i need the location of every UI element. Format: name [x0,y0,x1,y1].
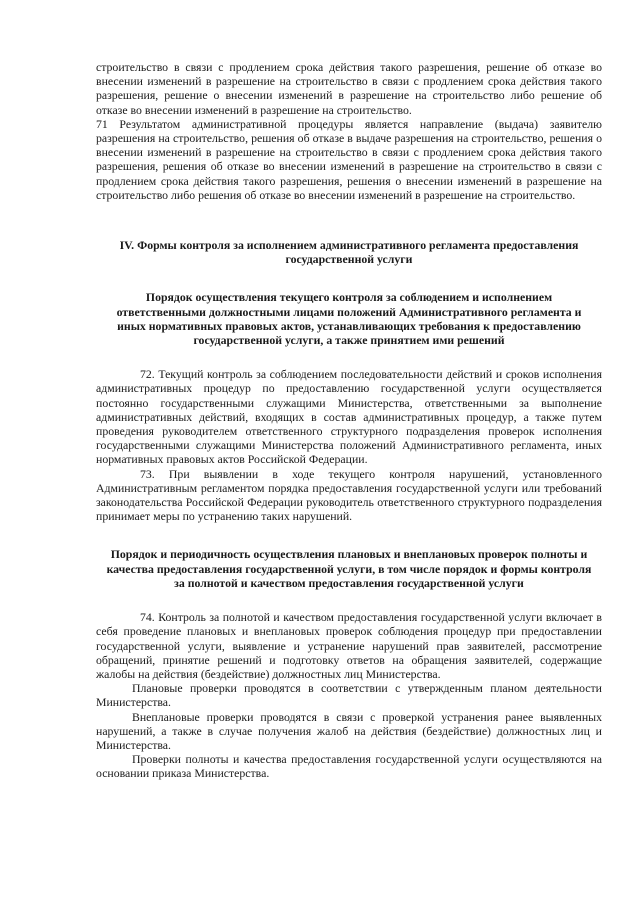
spacer [96,202,602,238]
paragraph-checks-basis: Проверки полноты и качества предоставления государственной услуги осуществляются на основании приказа Министерства. [96,752,602,781]
paragraph-72: 72. Текущий контроль за соблюдением последовательности действий и сроков исполнения административных процедур по предоставлению государственной услуги осуществляется постоянно государственными служащими Министерства, ответственными за выполнение административных действий, входящих в состав административных процедур, а также путем проведения руководителем ответственного структурного подразделения проверок исполнения государственными служащими Министерства положений Административного регламента, иных нормативных правовых актов Российской Федерации. [96,367,602,467]
section-title: IV. Формы контроля за исполнением административного регламента предоставления государственной услуги [119,238,579,267]
paragraph-continuation: строительство в связи с продлением срока действия такого разрешения, решение об отказе во внесении изменений в разрешение на строительство в связи с продлением срока действия такого разрешения, решение о внесении изменений в разрешение на строительство либо решение об отказе во внесении изменений в разрешение на строительство. [96,60,602,117]
paragraph-71: 71 Результатом административной процедуры является направление (выдача) заявителю разрешения на строительство, решения об отказе в выдаче разрешения на строительство, решения о внесении изменений в разрешение на строительство в связи с продлением срока действия такого разрешения, решения об отказе во внесении изменений в разрешение на строительство в связи с продлением срока действия такого разрешения, решения о внесении изменений в разрешение на строительство либо решения об отказе во внесении изменений в разрешение на строительство. [96,116,602,202]
spacer [96,523,602,547]
subheading-current-control: Порядок осуществления текущего контроля за соблюдением и исполнением ответственными должностными лицами положений Административного регламента и иных нормативных правовых актов, устанавливающих требования к предоставлению государственной услуги, а также принятием ими решений [116,290,582,348]
paragraph-74: 74. Контроль за полнотой и качеством предоставления государственной услуги включает в себя проведение плановых и внеплановых проверок соблюдения процедур при предоставлении государственной услуги, выявление и устранение нарушений прав заявителей, рассмотрение обращений, принятие решений и подготовку ответов на обращения заявителей, содержащие жалобы на действия (бездействие) должностных лиц Министерства. [96,610,602,681]
paragraph-planned-checks: Плановые проверки проводятся в соответствии с утвержденным планом деятельности Министерства. [96,681,602,710]
paragraph-unplanned-checks: Внеплановые проверки проводятся в связи с проверкой устранения ранее выявленных нарушений, а также в случае получения жалоб на действия (бездействие) должностных лиц и Министерства. [96,709,602,752]
spacer [96,590,602,610]
spacer [96,266,602,290]
paragraph-73: 73. При выявлении в ходе текущего контроля нарушений, установленного Административным регламентом порядка предоставления государственной услуги или требований законодательства Российской Федерации руководитель ответственного структурного подразделения принимает меры по устранению таких нарушений. [96,466,602,524]
spacer [96,347,602,367]
subheading-inspections: Порядок и периодичность осуществления плановых и внеплановых проверок полноты и качества предоставления государственной услуги, в том числе порядок и формы контроля за полнотой и качеством предоставления государственной услуги [106,547,592,590]
